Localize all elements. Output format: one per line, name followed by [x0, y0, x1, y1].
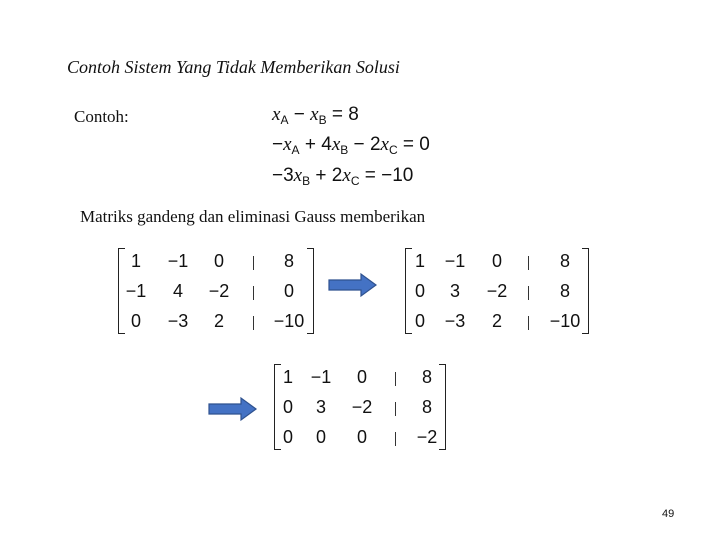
matrix-cell: 1: [130, 251, 141, 271]
slide-title: Contoh Sistem Yang Tidak Memberikan Solusi: [67, 57, 400, 77]
matrix-cell: 0: [282, 397, 293, 417]
matrix-cell: −3: [444, 311, 466, 331]
matrix-cell: 1: [282, 367, 293, 387]
matrix-cell: 3: [449, 281, 460, 301]
matrix-cell: 8: [421, 367, 432, 387]
matrix-cell: 8: [421, 397, 432, 417]
matrix-cell: 4: [172, 281, 183, 301]
matrix-cell: −2: [486, 281, 508, 301]
equation-1: $x_A - x_B = 8$: [272, 104, 359, 127]
matrix-cell: 2: [213, 311, 224, 331]
matrix-cell: 0: [356, 367, 367, 387]
augment-separator: [395, 432, 396, 446]
equation-3: $-3x_B + 2x_C = -10$: [272, 165, 414, 188]
augment-separator: [528, 256, 529, 270]
matrix-cell: −10: [273, 311, 305, 331]
matrix-cell: 0: [414, 281, 425, 301]
matrix-cell: 0: [283, 281, 294, 301]
augment-separator: [395, 372, 396, 386]
right-arrow-icon: [328, 272, 378, 298]
matrix-cell: 0: [315, 427, 326, 447]
matrix-cell: −1: [444, 251, 466, 271]
matrix-cell: 0: [491, 251, 502, 271]
matrix-cell: −10: [549, 311, 581, 331]
augment-separator: [528, 316, 529, 330]
augment-separator: [253, 286, 254, 300]
augmented-matrix-original: [118, 248, 314, 334]
matrix-cell: 1: [414, 251, 425, 271]
matrix-cell: 0: [414, 311, 425, 331]
matrix-cell: −2: [416, 427, 438, 447]
augmented-matrix-step-2: [274, 364, 446, 450]
matrix-cell: 3: [315, 397, 326, 417]
matrix-cell: 0: [356, 427, 367, 447]
augmented-matrix-step-1: [405, 248, 589, 334]
matrix-cell: 8: [559, 281, 570, 301]
matrix-cell: 0: [213, 251, 224, 271]
right-arrow-icon: [208, 396, 258, 422]
matrix-cell: 0: [130, 311, 141, 331]
page-number: 49: [662, 508, 675, 520]
augment-separator: [528, 286, 529, 300]
equation-2: $-x_A + 4x_B - 2x_C = 0$: [272, 134, 430, 157]
matrix-cell: −1: [125, 281, 147, 301]
matrix-cell: −1: [310, 367, 332, 387]
matrix-cell: −1: [167, 251, 189, 271]
intro-text: Matriks gandeng dan eliminasi Gauss memberikan: [80, 207, 426, 226]
matrix-cell: 0: [282, 427, 293, 447]
matrix-cell: −2: [208, 281, 230, 301]
matrix-cell: 8: [283, 251, 294, 271]
matrix-cell: 8: [559, 251, 570, 271]
augment-separator: [253, 256, 254, 270]
example-label: Contoh:: [74, 107, 129, 126]
matrix-cell: 2: [491, 311, 502, 331]
augment-separator: [253, 316, 254, 330]
matrix-cell: −3: [167, 311, 189, 331]
augment-separator: [395, 402, 396, 416]
matrix-cell: −2: [351, 397, 373, 417]
